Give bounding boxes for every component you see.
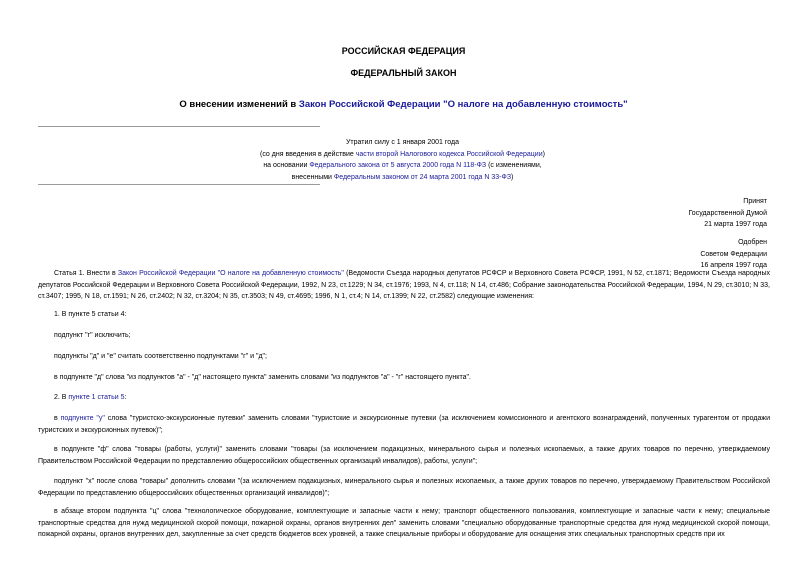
article-1-post: (Ведомости Съезда народных депутатов РСФСР и Верховного Совета РСФСР, 1991, N 52, ст.1871; Ведомости Съезда народных депутатов Российской Федерации и Верховного Совета Российской Федерации, 1992, N 23, ст.1229; N 34, ст.1976; 1993, N 4, ст.118; N 14, ст.486; Собрание законодательства Российской Федерации, 1994, N 29, ст.3010; N 33, ст.3407; 1995, N 18, ст.1591; N 26, ст.2402; N 32, ст.3204; N 35, ст.3503; N 49, ст.4695; 1996, N 1, ст.4; N 14, ст.1399; N 22, ст.2582) следующие изменения: [38,270,770,300]
subparagraph-u-link[interactable]: подпункте "у" [60,415,105,422]
adopted-line-2: Государственной Думой [688,209,767,217]
title-prefix: О внесении изменений в [179,99,299,110]
item-1a: подпункт "г" исключить; [54,332,131,339]
item-2 [38,392,770,404]
status-line-4 [250,172,555,184]
bottom-divider [38,184,320,185]
item-2c: подпункт "х" после слова "товары" дополнить словами "(за исключением подакцизных, минерального сырья и полезных ископаемых, а также других товаров по перечню, утверждаемому Правительством Российской Федерации по представлению общероссийских общественных организаций инвалидов)"; [38,478,770,497]
status-line-2 [250,149,555,161]
item-2-pre: 2. В [54,394,69,401]
approved-line-1: Одобрен [738,239,767,246]
tax-code-link[interactable]: части второй Налогового кодекса Российской Федерации [355,150,543,158]
status-line-3 [250,160,555,172]
item-2d: в абзаце втором подпункта "ц" слова "технологическое оборудование, комплектующие и запасные части к нему; транспорт общественного пользования, комплектующие и запасные части к нему; специальные транспортные средства для нужд медицинской скорой помощи, пожарной охраны, органов внутренних дел" заменить словами "специально оборудованные транспортные средства для нужд медицинской скорой помощи, пожарной охраны, органов внутренних дел, закупленные за счет средств бюджетов всех уровней, а также специальные приборы и оборудование для оснащения этих специальных транспортных средств при их [38,508,770,538]
item-1b: подпункты "д" и "е" считать соответственно подпунктами "г" и "д"; [54,353,267,360]
approved-line-2: Советом Федерации [700,250,767,258]
doc-type-heading: ФЕДЕРАЛЬНЫЙ ЗАКОН [350,68,457,78]
item-1: 1. В пункте 5 статьи 4: [54,311,127,318]
status-note [250,137,555,183]
item-2a-post: слова "туристско-экскурсионные путевки" заменить словами "туристские и экскурсионные путевки (за исключением комиссионного и агентского вознаграждений, полученных турагентом от продажи туристских и экскурсионных путевок)"; [38,415,770,434]
adopted-block [688,196,767,231]
item-2a [38,413,770,436]
adopted-line-3: 21 марта 1997 года [704,221,767,228]
status-line-3-text: на основании [263,162,310,169]
status-line-2-end: ) [542,150,545,158]
status-line-4-text: внесенными [291,173,334,181]
status-line-4-end: ) [511,173,514,181]
status-line-2-text: (со дня введения в действие [260,150,356,158]
item-2a-pre: в [54,415,61,422]
item-1c: в подпункте "д" слова "из подпунктов "а" - "д" настоящего пункта" заменить словами "из подпунктов "а" - "г" настоящего пункта". [54,374,471,381]
document-title [0,99,807,110]
approved-line-3: 16 апреля 1997 года [700,262,767,269]
country-heading: РОССИЙСКАЯ ФЕДЕРАЦИЯ [341,46,466,56]
item-2-post: : [124,394,127,401]
article-1-text [38,268,770,303]
item-2b: в подпункте "ф" слова "товары (работы, услуги)" заменить словами "товары (за исключением подакцизных, минерального сырья и полезных ископаемых, а также других товаров по перечню, утверждаемому Правительством Российской Федерации по представлению общероссийских общественных организаций инвалидов), работы, услуги"; [38,446,770,465]
top-divider [38,126,320,127]
status-line-1: Утратил силу с 1 января 2001 года [345,139,460,146]
approved-block [700,237,767,272]
law-title-link[interactable]: Закон Российской Федерации "О налоге на добавленную стоимость" [298,99,628,110]
law-33fz-link[interactable]: Федеральным законом от 24 марта 2001 года N 33-ФЗ [333,173,512,181]
article-1-law-link[interactable]: Закон Российской Федерации "О налоге на добавленную стоимость" [117,270,344,277]
article-1-pre: Статья 1. Внести в [54,270,118,277]
article-5-link[interactable]: пункте 1 статьи 5 [68,394,125,401]
law-118fz-link[interactable]: Федерального закона от 5 августа 2000 года N 118-ФЗ [309,162,487,169]
adopted-line-1: Принят [743,198,767,205]
status-line-3-end: (с изменениями, [486,162,542,169]
